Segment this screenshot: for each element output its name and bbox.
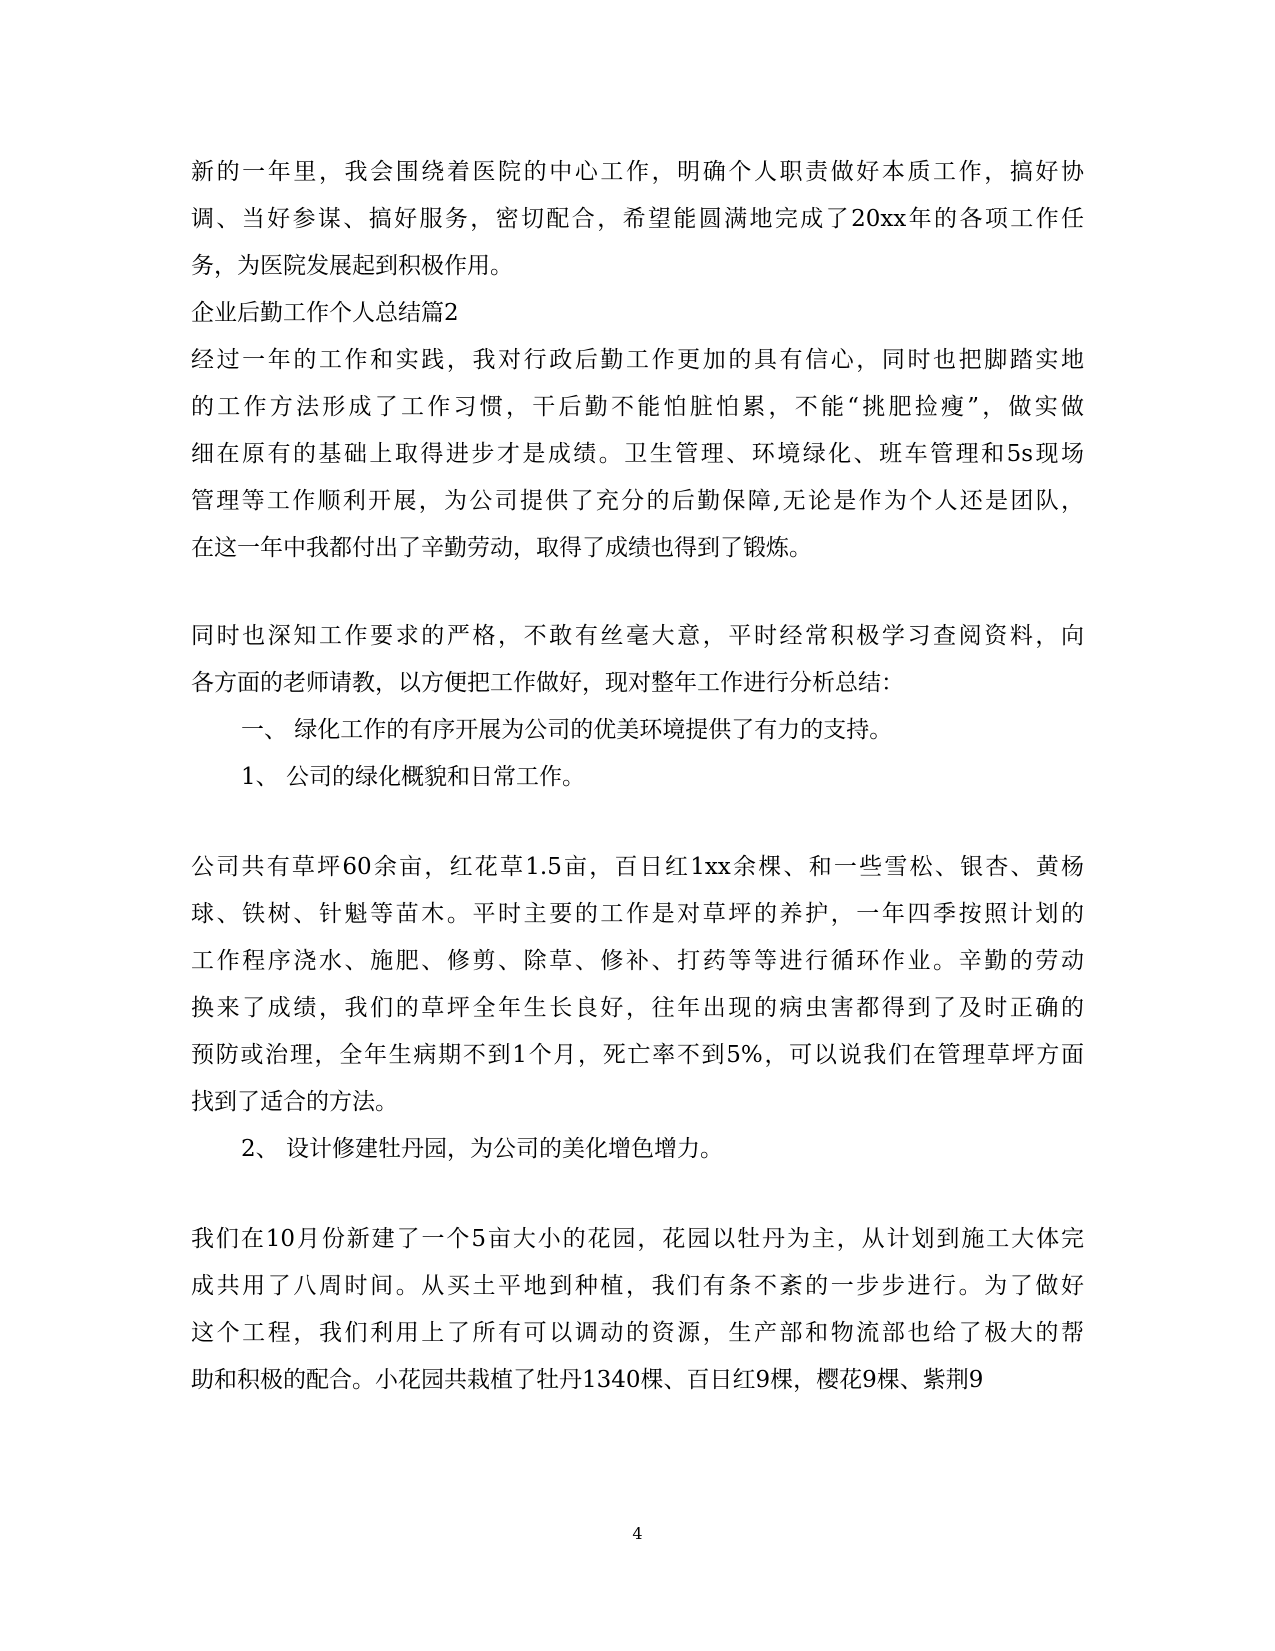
paragraph-2-line-1: 经过一年的工作和实践，我对行政后勤工作更加的具有信心，同时也把脚踏实地 <box>191 347 1084 373</box>
paragraph-3-line-1: 同时也深知工作要求的严格，不敢有丝毫大意，平时经常积极学习查阅资料，向 <box>191 623 1084 649</box>
paragraph-4-line-2: 球、铁树、针魁等苗木。平时主要的工作是对草坪的养护，一年四季按照计划的 <box>191 901 1084 927</box>
paragraph-4-line-3: 工作程序浇水、施肥、修剪、除草、修补、打药等等进行循环作业。辛勤的劳动 <box>191 948 1084 974</box>
paragraph-2-line-4: 管理等工作顺利开展，为公司提供了充分的后勤保障,无论是作为个人还是团队， <box>191 488 1084 514</box>
paragraph-5-line-4: 助和积极的配合。小花园共栽植了牡丹1340棵、百日红9棵，樱花9棵、紫荆9 <box>191 1367 984 1393</box>
paragraph-2-line-2: 的工作方法形成了工作习惯，干后勤不能怕脏怕累，不能“挑肥捡瘦”，做实做 <box>191 394 1084 420</box>
section-heading: 企业后勤工作个人总结篇2 <box>191 300 459 326</box>
paragraph-1-line-2: 调、当好参谋、搞好服务，密切配合，希望能圆满地完成了20xx年的各项工作任 <box>191 206 1084 232</box>
paragraph-4-line-5: 预防或治理，全年生病期不到1个月，死亡率不到5%，可以说我们在管理草坪方面 <box>191 1042 1084 1068</box>
paragraph-4-line-6: 找到了适合的方法。 <box>191 1089 398 1115</box>
item-1-title: 1、 公司的绿化概貌和日常工作。 <box>241 764 585 790</box>
item-2-title: 2、 设计修建牡丹园，为公司的美化增色增力。 <box>241 1136 723 1162</box>
section-1-title: 一、 绿化工作的有序开展为公司的优美环境提供了有力的支持。 <box>241 717 893 743</box>
paragraph-1-line-3: 务，为医院发展起到积极作用。 <box>191 253 513 279</box>
paragraph-4-line-4: 换来了成绩，我们的草坪全年生长良好，往年出现的病虫害都得到了及时正确的 <box>191 995 1084 1021</box>
paragraph-2-line-5: 在这一年中我都付出了辛勤劳动，取得了成绩也得到了锻炼。 <box>191 535 812 561</box>
paragraph-5-line-1: 我们在10月份新建了一个5亩大小的花园，花园以牡丹为主，从计划到施工大体完 <box>191 1226 1084 1252</box>
paragraph-1-line-1: 新的一年里，我会围绕着医院的中心工作，明确个人职责做好本质工作，搞好协 <box>191 159 1084 185</box>
page-number: 4 <box>632 1524 643 1543</box>
paragraph-2-line-3: 细在原有的基础上取得进步才是成绩。卫生管理、环境绿化、班车管理和5s现场 <box>191 441 1084 467</box>
paragraph-5-line-3: 这个工程，我们利用上了所有可以调动的资源，生产部和物流部也给了极大的帮 <box>191 1320 1084 1346</box>
paragraph-5-line-2: 成共用了八周时间。从买土平地到种植，我们有条不紊的一步步进行。为了做好 <box>191 1273 1084 1299</box>
paragraph-3-line-2: 各方面的老师请教，以方便把工作做好，现对整年工作进行分析总结： <box>191 670 904 696</box>
paragraph-4-line-1: 公司共有草坪60余亩，红花草1.5亩，百日红1xx余棵、和一些雪松、银杏、黄杨 <box>191 854 1084 880</box>
